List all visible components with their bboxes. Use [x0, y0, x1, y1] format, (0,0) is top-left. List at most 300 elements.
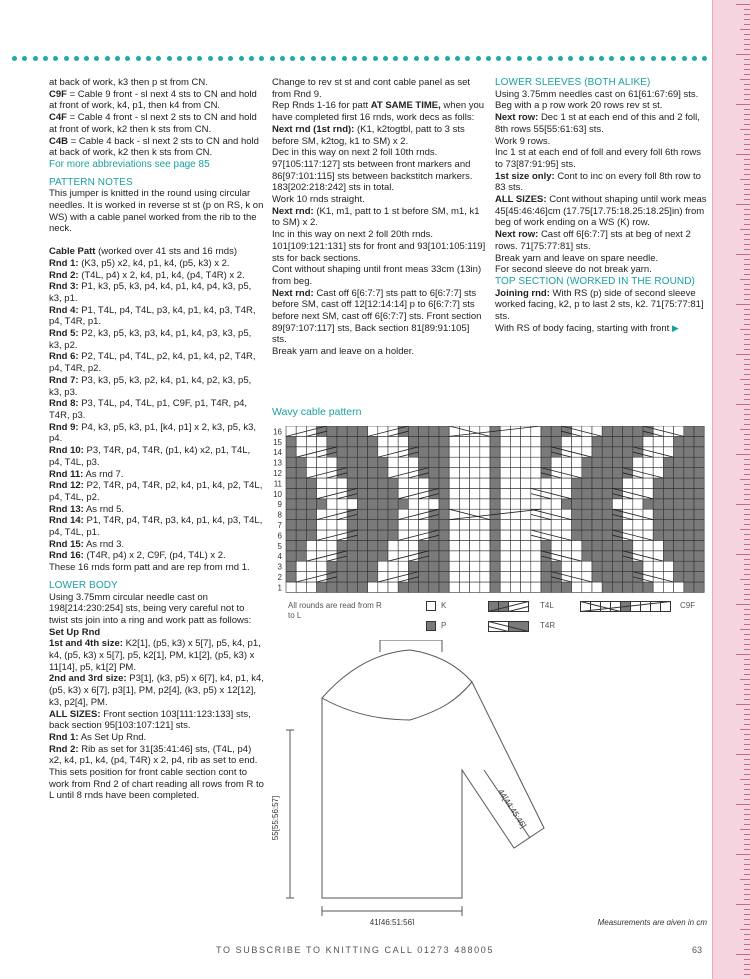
chart-cell — [347, 582, 357, 592]
ruler-tick — [740, 379, 750, 380]
chart-cell — [286, 520, 296, 530]
chart-cell — [612, 572, 622, 582]
chart-cell — [663, 478, 673, 488]
abbrev-c4f: C4F = Cable 4 front - sl next 2 sts to CN and hold at front of work, k2 then k sts from CN. — [49, 112, 257, 135]
chart-cell — [572, 478, 582, 488]
chart-cell — [347, 478, 357, 488]
chart-cell — [551, 499, 561, 509]
chart-cell — [521, 457, 531, 467]
divider-dot — [620, 56, 625, 61]
divider-dot — [383, 56, 388, 61]
chart-cell — [449, 447, 459, 457]
ruler-tick — [744, 489, 750, 490]
chart-cell — [684, 488, 694, 498]
chart-cell — [510, 582, 520, 592]
chart-cell — [674, 488, 684, 498]
chart-cell — [500, 436, 510, 446]
chart-cell — [684, 499, 694, 509]
chart-cell — [510, 499, 520, 509]
ruler-tick — [744, 224, 750, 225]
chart-cell — [633, 478, 643, 488]
chart-cell — [429, 582, 439, 592]
divider-dot — [424, 56, 429, 61]
chart-cell — [337, 572, 347, 582]
chart-cell — [368, 540, 378, 550]
ruler-tick — [744, 634, 750, 635]
chart-cell — [480, 478, 490, 488]
chart-cell — [674, 530, 684, 540]
ruler-tick — [744, 844, 750, 845]
ruler-tick — [744, 234, 750, 235]
chart-cell — [602, 478, 612, 488]
chart-cell — [306, 561, 316, 571]
divider-dot — [53, 56, 58, 61]
chart-cell — [602, 436, 612, 446]
abbreviations-link[interactable]: For more abbreviations see page 85 — [49, 158, 210, 170]
chart-cell — [490, 530, 500, 540]
ruler-tick — [744, 734, 750, 735]
chart-cell — [429, 499, 439, 509]
chart-cell — [459, 468, 469, 478]
ruler-tick — [744, 784, 750, 785]
chart-cell — [419, 426, 429, 436]
chart-cell — [470, 551, 480, 561]
chart-cell — [480, 520, 490, 530]
ruler-tick — [744, 34, 750, 35]
divider-dot — [197, 56, 202, 61]
chart-cell — [663, 457, 673, 467]
chart-cell — [684, 572, 694, 582]
chart-cell — [470, 436, 480, 446]
divider-dot — [331, 56, 336, 61]
chart-cell — [694, 551, 704, 561]
chart-cell — [572, 457, 582, 467]
ruler-tick — [744, 119, 750, 120]
divider-dot — [548, 56, 553, 61]
ruler-tick — [744, 89, 750, 90]
chart-cell — [470, 530, 480, 540]
chart-cell — [592, 447, 602, 457]
divider-dot — [342, 56, 347, 61]
ruler-tick — [740, 229, 750, 230]
ruler-tick — [744, 939, 750, 940]
chart-cell — [490, 540, 500, 550]
chart-cell — [653, 457, 663, 467]
chart-cell — [368, 572, 378, 582]
divider-dot — [64, 56, 69, 61]
ruler-tick — [744, 514, 750, 515]
chart-cell — [694, 436, 704, 446]
divider-dot — [136, 56, 141, 61]
ruler-tick — [744, 639, 750, 640]
legend-t4l-swatch — [488, 601, 530, 612]
ruler-tick — [736, 854, 750, 855]
ruler-tick — [744, 469, 750, 470]
ruler-tick — [740, 129, 750, 130]
chart-cell — [306, 582, 316, 592]
ruler-tick — [744, 459, 750, 460]
chart-cell — [398, 478, 408, 488]
chart-cell — [521, 572, 531, 582]
chart-cell — [602, 488, 612, 498]
page-number: 63 — [692, 945, 703, 955]
chart-cell — [572, 561, 582, 571]
chart-cell — [327, 582, 337, 592]
chart-cell — [694, 468, 704, 478]
chart-cell — [633, 582, 643, 592]
chart-cell — [459, 447, 469, 457]
ruler-tick — [744, 399, 750, 400]
ruler-tick — [744, 964, 750, 965]
chart-legend — [288, 600, 708, 640]
ruler-tick — [744, 549, 750, 550]
chart-cell — [643, 582, 653, 592]
legend-t4r-label: T4R — [540, 621, 556, 630]
chart-cell — [490, 572, 500, 582]
chart-cell — [296, 540, 306, 550]
chart-cell — [531, 436, 541, 446]
divider-dot — [94, 56, 99, 61]
col3-p1: Using 3.75mm needles cast on 61[61:67:69] sts. — [495, 88, 699, 100]
chart-cell — [510, 509, 520, 519]
ruler-tick — [744, 774, 750, 775]
ruler-tick — [744, 244, 750, 245]
chart-cell — [408, 582, 418, 592]
chart-cell — [674, 457, 684, 467]
chart-cell — [296, 499, 306, 509]
chart-cell — [490, 457, 500, 467]
ruler-tick — [744, 894, 750, 895]
chart-cell — [623, 582, 633, 592]
chart-cell — [408, 478, 418, 488]
row-label: 8 — [277, 510, 282, 520]
chart-cell — [398, 436, 408, 446]
round-5: Rnd 5: P2, k3, p5, k3, p3, k4, p1, k4, p3, k3, p5, k3, p2. — [49, 328, 252, 351]
chart-cell — [633, 540, 643, 550]
ruler-tick — [744, 864, 750, 865]
chart-cell — [684, 582, 694, 592]
ruler-tick — [744, 834, 750, 835]
ruler-tick — [744, 719, 750, 720]
chart-cell — [510, 561, 520, 571]
ruler-tick — [744, 84, 750, 85]
chart-cell — [531, 499, 541, 509]
ruler-tick — [744, 214, 750, 215]
chart-cell — [653, 499, 663, 509]
ruler-tick — [744, 714, 750, 715]
chart-cell — [296, 478, 306, 488]
chart-cell — [541, 520, 551, 530]
chart-cell — [653, 478, 663, 488]
chart-cell — [378, 468, 388, 478]
row-label: 2 — [277, 573, 282, 582]
chart-cell — [561, 582, 571, 592]
chart-cell — [296, 561, 306, 571]
chart-cell — [623, 520, 633, 530]
ruler-tick — [744, 899, 750, 900]
chart-cell — [663, 561, 673, 571]
chart-cell — [306, 509, 316, 519]
chart-cell — [439, 561, 449, 571]
chart-cell — [408, 436, 418, 446]
ruler-tick — [736, 904, 750, 905]
ruler-tick — [744, 699, 750, 700]
cable-chart-svg — [268, 426, 708, 594]
chart-cell — [368, 478, 378, 488]
chart-cell — [337, 561, 347, 571]
chart-cell — [572, 436, 582, 446]
chart-cell — [551, 426, 561, 436]
chart-cell — [674, 468, 684, 478]
chart-cell — [694, 540, 704, 550]
chart-cell — [490, 582, 500, 592]
ruler-tick — [744, 309, 750, 310]
chart-cell — [470, 520, 480, 530]
ruler-tick — [744, 764, 750, 765]
divider-dot — [249, 56, 254, 61]
divider-dot — [167, 56, 172, 61]
body-rnd1: Rnd 1: As Set Up Rnd. — [49, 731, 147, 743]
ruler-tick — [744, 499, 750, 500]
width-label: 41[46:51:56] — [369, 918, 415, 925]
divider-dot — [702, 56, 707, 61]
ruler-tick — [744, 599, 750, 600]
chart-cell — [674, 520, 684, 530]
ruler-tick — [744, 749, 750, 750]
chart-cell — [378, 561, 388, 571]
chart-cell — [480, 540, 490, 550]
legend-p-label: P — [441, 621, 447, 630]
cable-patt-intro: Cable Patt (worked over 41 sts and 16 rnds) — [49, 246, 237, 258]
ruler-tick — [744, 114, 750, 115]
col3-all-sizes: ALL SIZES: Cont without shaping until work meas 45[45:46:46]cm (17.75[17.75:18.25:18.25]in) from beg of work ending on a WS (K) row. — [495, 194, 707, 229]
chart-cell — [582, 520, 592, 530]
divider-dot — [156, 56, 161, 61]
ruler-tick — [744, 174, 750, 175]
chart-cell — [653, 436, 663, 446]
chart-cell — [449, 436, 459, 446]
ruler-tick — [744, 494, 750, 495]
ruler-tick — [736, 604, 750, 605]
ruler-tick — [744, 474, 750, 475]
row-label: 7 — [277, 521, 282, 530]
ruler-tick — [744, 814, 750, 815]
divider-dot — [218, 56, 223, 61]
chart-cell — [449, 582, 459, 592]
ruler-tick — [744, 669, 750, 670]
round-6: Rnd 6: P2, T4L, p4, T4L, p2, k4, p1, k4, p2, T4R, p4, T4R, p2. — [49, 351, 256, 375]
chart-cell — [521, 520, 531, 530]
chart-cell — [286, 499, 296, 509]
chart-cell — [388, 540, 398, 550]
chart-cell — [378, 488, 388, 498]
chart-cell — [684, 530, 694, 540]
ruler-tick — [744, 109, 750, 110]
chart-cell — [296, 457, 306, 467]
divider-dot — [414, 56, 419, 61]
chart-cell — [521, 530, 531, 540]
chart-cell — [521, 561, 531, 571]
ruler-tick — [740, 329, 750, 330]
ruler-tick — [744, 299, 750, 300]
ruler-tick — [744, 209, 750, 210]
chart-cell — [419, 561, 429, 571]
row-label: 5 — [277, 541, 282, 551]
chart-cell — [694, 499, 704, 509]
chart-cell — [388, 582, 398, 592]
chart-cell — [480, 457, 490, 467]
legend-t4r-swatch — [488, 621, 530, 632]
chart-cell — [602, 426, 612, 436]
chart-cell — [439, 572, 449, 582]
chart-cell — [439, 551, 449, 561]
col3-p4: Inc 1 st at each end of foll and every foll 6th rows to 73[87:91:95] sts. — [495, 147, 701, 170]
chart-cell — [419, 447, 429, 457]
chart-cell — [388, 499, 398, 509]
divider-dot — [228, 56, 233, 61]
chart-cell — [439, 478, 449, 488]
ruler-tick — [744, 289, 750, 290]
chart-cell — [439, 520, 449, 530]
footer-subscribe: TO SUBSCRIBE TO KNITTING CALL 01273 488005 — [216, 945, 494, 955]
ruler-tick — [744, 184, 750, 185]
divider-dot — [259, 56, 264, 61]
chart-cell — [459, 499, 469, 509]
chart-cell — [694, 572, 704, 582]
chart-cell — [337, 436, 347, 446]
chart-cell — [419, 436, 429, 446]
dotted-divider — [12, 56, 707, 62]
chart-cell — [633, 561, 643, 571]
chart-cell — [470, 561, 480, 571]
chart-cell — [674, 436, 684, 446]
divider-dot — [537, 56, 542, 61]
chart-cell — [694, 488, 704, 498]
legend-c9f-swatch — [580, 601, 672, 612]
ruler-tick — [744, 559, 750, 560]
chart-cell — [510, 540, 520, 550]
round-12: Rnd 12: P2, T4R, p4, T4R, p2, k4, p1, k4, p2, T4L, p4, T4L, p2. — [49, 480, 263, 503]
divider-dot — [640, 56, 645, 61]
chart-cell — [490, 468, 500, 478]
ruler-tick — [736, 804, 750, 805]
chart-cell — [368, 457, 378, 467]
ruler-tick — [744, 769, 750, 770]
chart-cell — [449, 561, 459, 571]
chart-cell — [653, 582, 663, 592]
chart-cell — [592, 582, 602, 592]
chart-cell — [286, 468, 296, 478]
column-middle — [272, 77, 486, 358]
chart-cell — [663, 551, 673, 561]
chart-cell — [357, 447, 367, 457]
chart-cell — [541, 572, 551, 582]
chart-cell — [633, 499, 643, 509]
ruler-tick — [744, 149, 750, 150]
chart-cell — [582, 530, 592, 540]
chart-cell — [653, 488, 663, 498]
chart-cell — [286, 436, 296, 446]
ruler-tick — [744, 164, 750, 165]
legend-t4l-label: T4L — [540, 601, 554, 610]
col2-next-rnd-3: Next rnd: Cast off 6[6:7:7] sts patt to 6[6:7:7] sts before SM, cast off 12[12:14:14] p to 6[6:7:7] sts before next SM, cast off 6[6:7:7] sts. Front section 89[97:107:117] sts, Back section 81[89:91:105] sts. — [272, 287, 482, 346]
chart-cell — [623, 447, 633, 457]
column-left — [49, 77, 264, 802]
ruler-tick — [744, 384, 750, 385]
ruler-tick — [744, 564, 750, 565]
chart-cell — [694, 582, 704, 592]
chart-cell — [480, 468, 490, 478]
chart-cell — [612, 540, 622, 550]
ruler-tick — [740, 679, 750, 680]
chart-cell — [296, 520, 306, 530]
divider-dot — [311, 56, 316, 61]
ruler-tick — [744, 914, 750, 915]
ruler-tick — [744, 919, 750, 920]
ruler-tick — [740, 929, 750, 930]
chart-cell — [388, 520, 398, 530]
chart-cell — [531, 447, 541, 457]
round-7: Rnd 7: P3, k3, p5, k3, p2, k4, p1, k4, p2, k3, p5, k3, p3. — [49, 374, 252, 398]
ruler-tick — [744, 974, 750, 975]
chart-cell — [694, 447, 704, 457]
chart-cell — [327, 457, 337, 467]
ruler-tick — [740, 779, 750, 780]
chart-cell — [327, 520, 337, 530]
divider-dot — [290, 56, 295, 61]
divider-dot — [321, 56, 326, 61]
ruler-tick — [736, 454, 750, 455]
ruler-tick — [744, 594, 750, 595]
chart-cell — [663, 499, 673, 509]
ruler-tick — [744, 159, 750, 160]
row-label: 9 — [277, 500, 282, 510]
chart-cell — [327, 540, 337, 550]
chart-cell — [439, 468, 449, 478]
divider-dot — [74, 56, 79, 61]
chart-cell — [490, 436, 500, 446]
row-label: 4 — [277, 552, 282, 562]
chart-cell — [480, 582, 490, 592]
chart-cell — [684, 540, 694, 550]
chart-cell — [500, 572, 510, 582]
chart-cell — [317, 582, 327, 592]
ruler-tick — [744, 349, 750, 350]
divider-dot — [352, 56, 357, 61]
abbrev-c4b: C4B = Cable 4 back - sl next 2 sts to CN and hold at back of work, k2 then k sts from CN. — [49, 135, 259, 159]
chart-cell — [674, 572, 684, 582]
chart-cell — [602, 582, 612, 592]
chart-cell — [480, 572, 490, 582]
ruler-tick — [744, 69, 750, 70]
chart-cell — [500, 520, 510, 530]
ruler-tick — [744, 99, 750, 100]
chart-cell — [592, 509, 602, 519]
chart-cell — [561, 520, 571, 530]
row-label: 14 — [273, 448, 282, 458]
ruler-tick — [744, 889, 750, 890]
chart-cell — [306, 457, 316, 467]
ruler-tick — [744, 189, 750, 190]
chart-cell — [408, 520, 418, 530]
chart-cell — [459, 530, 469, 540]
row-label: 16 — [273, 427, 282, 437]
chart-cell — [459, 478, 469, 488]
ruler-tick — [744, 649, 750, 650]
chart-cell — [684, 436, 694, 446]
ruler-tick — [744, 169, 750, 170]
chart-cell — [531, 478, 541, 488]
